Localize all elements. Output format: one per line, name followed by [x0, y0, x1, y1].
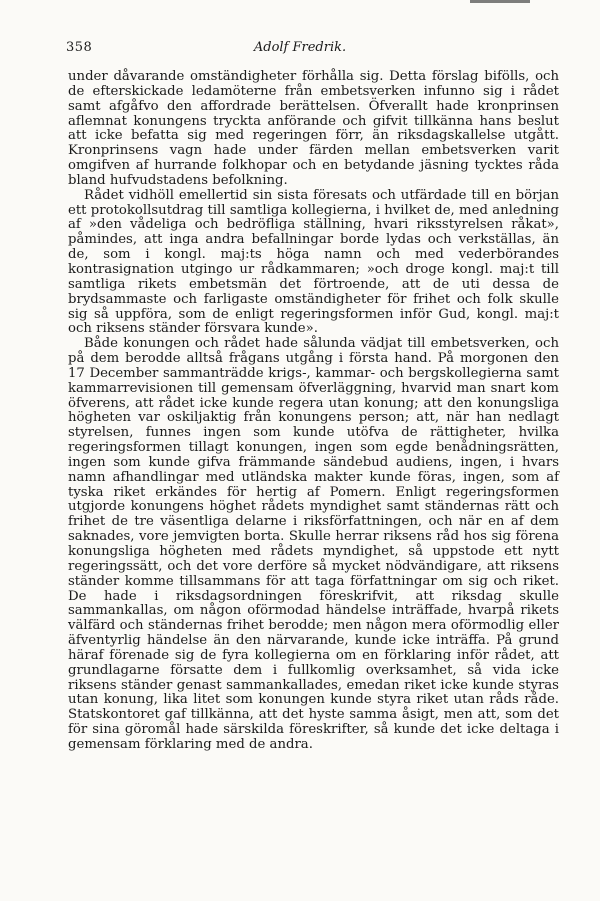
body-text: [68, 70, 559, 753]
page-number: 358: [66, 40, 93, 55]
scan-edge-mark: [470, 0, 530, 3]
paragraph-1: under dåvarande omständigheter förhålla sig. Detta förslag bifölls, och de efterskickade ledamöterne från embetsverken infunno sig i rådet samt afgåfvo den affordrade berättelsen. Öfverallt hade kronprinsen aflemnat konungens tryckta anförande och gifvit tillkänna hans beslut att icke befatta sig med regeringen förr, än riksdagskallelse utgått. Kronprinsens vagn hade under färden mellan embetsverken varit omgifven af hurrande folkhopar och en betydande jäsning tycktes råda bland hufvudstadens befolkning.: [68, 69, 559, 188]
paragraph-3: Både konungen och rådet hade sålunda vädjat till embetsverken, och på dem berodde alltså frågans utgång i första hand. På morgonen den 17 December sammanträdde krigs-, kammar- och bergskollegierna samt kammarrevisionen till gemensam öfverläggning, hvarvid man snart kom öfverens, att rådet icke kunde regera utan konung; att den konungsliga högheten var oskiljaktig från konungens person; att, när han nedlagt styrelsen, funnes ingen som kunde utöfva de rättigheter, hvilka regeringsformen tillagt konungen, ingen som egde benådningsrätten, ingen som kunde gifva främmande sändebud audiens, ingen, i hvars namn afhandlingar med utländska makter kunde föras, ingen, som af tyska riket erkändes för hertig af Pomern. Enligt regeringsformen utgjorde konungens höghet rådets myndighet samt ständernas rätt och frihet de tre väsentliga delarne i riksförfattningen, och när en af dem saknades, vore jemvigten borta. Skulle herrar riksens råd hos sig förena konungsliga högheten med rådets myndighet, så uppstode ett nytt regeringssätt, och det vore derföre så mycket nödvändigare, att riksens ständer komme tillsammans för att taga författningar om sig och riket. De hade i riksdagsordningen föreskrifvit, att riksdag skulle sammankallas, om någon oförmodad händelse inträffade, hvarpå rikets välfärd och ständernas frihet berodde; men någon mera oförmodlig eller äfventyrlig händelse än den närvarande, kunde icke inträffa. På grund häraf förenade sig de fyra kollegierna om en förklaring inför rådet, att grundlagarne försatte dem i fullkomlig overksamhet, så vida icke riksens ständer genast sammankallades, emedan riket icke kunde styras utan konung, lika litet som konungen kunde styra riket utan råds råde. Statskontoret gaf tillkänna, att det hyste samma åsigt, men att, som det för sina göromål hade särskilda föreskrifter, så kunde det icke deltaga i gemensam förklaring med de andra.: [68, 336, 559, 752]
running-title: Adolf Fredrik.: [253, 40, 347, 55]
paragraph-2: Rådet vidhöll emellertid sin sista föresats och utfärdade till en början ett protokollsutdrag till samtliga kollegierna, i hvilket de, med anledning af »den vådeliga och bedröfliga ställning, hvari riksstyrelsen råkat», påmindes, att inga andra befallningar borde lydas och verkställas, än de, som i kongl. maj:ts höga namn och med vederbörandes kontrasignation utgingo ur rådkammaren; »och droge kongl. maj:t till samtliga rikets embetsmän det förtroende, att de uti dessa de brydsammaste och farligaste omständigheter för frihet och folk skulle sig så uppföra, som de enligt regeringsformen inför Gud, kongl. maj:t och riksens ständer försvara kunde».: [68, 187, 559, 337]
page-header: [66, 40, 534, 62]
